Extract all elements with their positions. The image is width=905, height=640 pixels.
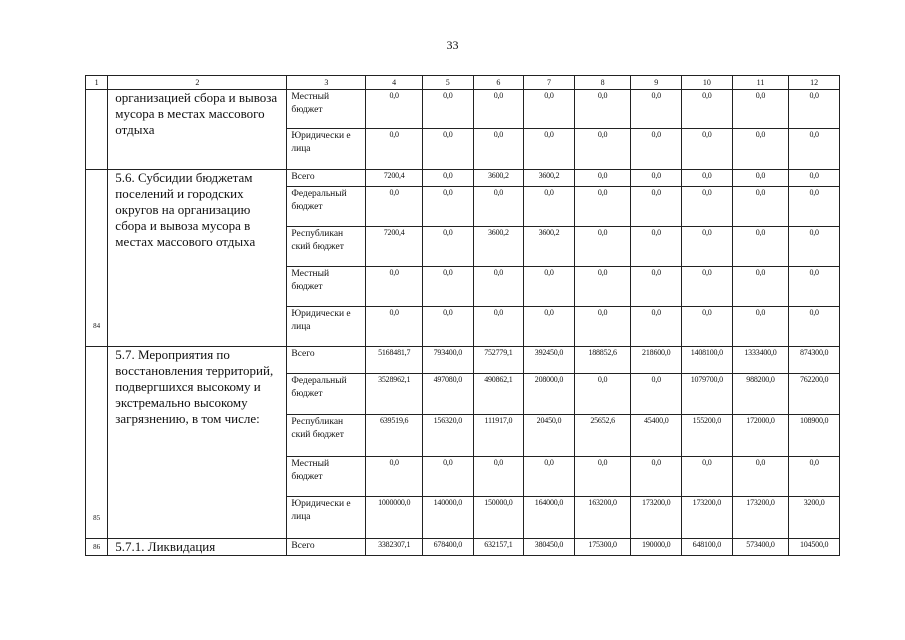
amount-cell: 0,0 — [524, 267, 575, 307]
amount-cell: 25652,6 — [574, 415, 631, 457]
amount-cell: 0,0 — [423, 267, 474, 307]
amount-cell: 0,0 — [682, 90, 733, 129]
funding-source: Местный бюджет — [287, 90, 366, 129]
amount-cell: 218600,0 — [631, 347, 682, 374]
amount-cell: 0,0 — [789, 267, 840, 307]
amount-cell: 173200,0 — [732, 497, 789, 539]
amount-cell: 190000,0 — [631, 539, 682, 556]
amount-cell: 0,0 — [574, 457, 631, 497]
column-number: 5 — [423, 76, 474, 90]
column-number-row — [86, 76, 840, 90]
amount-cell: 0,0 — [682, 129, 733, 170]
amount-cell: 0,0 — [789, 170, 840, 187]
amount-cell: 0,0 — [732, 307, 789, 347]
amount-cell: 1408100,0 — [682, 347, 733, 374]
funding-source: Всего — [287, 347, 366, 374]
amount-cell: 108900,0 — [789, 415, 840, 457]
column-number: 2 — [108, 76, 287, 90]
amount-cell: 0,0 — [366, 129, 423, 170]
table-row — [86, 170, 840, 187]
amount-cell: 45400,0 — [631, 415, 682, 457]
funding-source: Юридически е лица — [287, 129, 366, 170]
amount-cell: 874300,0 — [789, 347, 840, 374]
amount-cell: 3200,0 — [789, 497, 840, 539]
amount-cell: 3600,2 — [473, 170, 524, 187]
amount-cell: 188852,6 — [574, 347, 631, 374]
amount-cell: 0,0 — [631, 129, 682, 170]
amount-cell: 0,0 — [524, 457, 575, 497]
amount-cell: 0,0 — [423, 90, 474, 129]
amount-cell: 0,0 — [574, 90, 631, 129]
amount-cell: 632157,1 — [473, 539, 524, 556]
amount-cell: 104500,0 — [789, 539, 840, 556]
amount-cell: 0,0 — [732, 90, 789, 129]
amount-cell: 140000,0 — [423, 497, 474, 539]
column-number: 11 — [732, 76, 789, 90]
amount-cell: 0,0 — [524, 187, 575, 227]
amount-cell: 208000,0 — [524, 374, 575, 415]
table-row — [86, 539, 840, 556]
amount-cell: 3600,2 — [524, 170, 575, 187]
column-number: 8 — [574, 76, 631, 90]
measure-name: 5.6. Субсидии бюджетам поселений и городских округов на организацию сбора и вывоза мусора в местах массового отдыха — [108, 170, 287, 347]
column-number: 7 — [524, 76, 575, 90]
amount-cell: 678400,0 — [423, 539, 474, 556]
amount-cell: 20450,0 — [524, 415, 575, 457]
amount-cell: 648100,0 — [682, 539, 733, 556]
amount-cell: 0,0 — [682, 307, 733, 347]
amount-cell: 0,0 — [789, 90, 840, 129]
amount-cell: 0,0 — [682, 267, 733, 307]
column-number: 3 — [287, 76, 366, 90]
amount-cell: 7200,4 — [366, 227, 423, 267]
amount-cell: 0,0 — [789, 457, 840, 497]
amount-cell: 490862,1 — [473, 374, 524, 415]
amount-cell: 0,0 — [631, 374, 682, 415]
amount-cell: 1000000,0 — [366, 497, 423, 539]
funding-source: Федеральный бюджет — [287, 187, 366, 227]
amount-cell: 0,0 — [732, 457, 789, 497]
row-number: 84 — [86, 170, 108, 347]
amount-cell: 0,0 — [473, 457, 524, 497]
table-row — [86, 347, 840, 374]
measure-name: 5.7.1. Ликвидация — [108, 539, 287, 556]
funding-source: Юридически е лица — [287, 307, 366, 347]
page-number: 33 — [446, 38, 459, 52]
amount-cell: 155200,0 — [682, 415, 733, 457]
amount-cell: 0,0 — [789, 129, 840, 170]
amount-cell: 7200,4 — [366, 170, 423, 187]
amount-cell: 0,0 — [574, 129, 631, 170]
amount-cell: 0,0 — [631, 227, 682, 267]
amount-cell: 0,0 — [631, 170, 682, 187]
budget-table — [85, 75, 840, 556]
column-number: 9 — [631, 76, 682, 90]
amount-cell: 0,0 — [473, 129, 524, 170]
amount-cell: 0,0 — [524, 129, 575, 170]
amount-cell: 0,0 — [732, 227, 789, 267]
amount-cell: 0,0 — [574, 267, 631, 307]
amount-cell: 0,0 — [631, 457, 682, 497]
amount-cell: 0,0 — [423, 307, 474, 347]
amount-cell: 0,0 — [732, 129, 789, 170]
measure-name: 5.7. Мероприятия по восстановления территорий, подвергшихся высокому и экстремально высокому загрязнению, в том числе: — [108, 347, 287, 539]
amount-cell: 0,0 — [366, 457, 423, 497]
amount-cell: 0,0 — [789, 187, 840, 227]
amount-cell: 0,0 — [423, 187, 474, 227]
table-row — [86, 90, 840, 129]
amount-cell: 0,0 — [789, 227, 840, 267]
amount-cell: 0,0 — [789, 307, 840, 347]
amount-cell: 392450,0 — [524, 347, 575, 374]
amount-cell: 175300,0 — [574, 539, 631, 556]
amount-cell: 380450,0 — [524, 539, 575, 556]
amount-cell: 0,0 — [366, 90, 423, 129]
column-number: 4 — [366, 76, 423, 90]
funding-source: Всего — [287, 170, 366, 187]
amount-cell: 0,0 — [574, 187, 631, 227]
amount-cell: 0,0 — [574, 307, 631, 347]
amount-cell: 0,0 — [423, 457, 474, 497]
amount-cell: 0,0 — [473, 307, 524, 347]
column-number: 6 — [473, 76, 524, 90]
amount-cell: 0,0 — [574, 170, 631, 187]
amount-cell: 0,0 — [574, 374, 631, 415]
amount-cell: 1333400,0 — [732, 347, 789, 374]
amount-cell: 111917,0 — [473, 415, 524, 457]
amount-cell: 988200,0 — [732, 374, 789, 415]
amount-cell: 150000,0 — [473, 497, 524, 539]
amount-cell: 164000,0 — [524, 497, 575, 539]
amount-cell: 0,0 — [524, 307, 575, 347]
column-number: 12 — [789, 76, 840, 90]
amount-cell: 3382307,1 — [366, 539, 423, 556]
measure-name: организацией сбора и вывоза мусора в местах массового отдыха — [108, 90, 287, 170]
amount-cell: 0,0 — [524, 90, 575, 129]
amount-cell: 1079700,0 — [682, 374, 733, 415]
amount-cell: 0,0 — [574, 227, 631, 267]
row-number — [86, 90, 108, 170]
amount-cell: 0,0 — [423, 129, 474, 170]
amount-cell: 793400,0 — [423, 347, 474, 374]
amount-cell: 762200,0 — [789, 374, 840, 415]
amount-cell: 0,0 — [631, 90, 682, 129]
amount-cell: 0,0 — [682, 187, 733, 227]
column-number: 1 — [86, 76, 108, 90]
amount-cell: 0,0 — [423, 227, 474, 267]
amount-cell: 173200,0 — [631, 497, 682, 539]
amount-cell: 752779,1 — [473, 347, 524, 374]
amount-cell: 573400,0 — [732, 539, 789, 556]
amount-cell: 0,0 — [631, 187, 682, 227]
amount-cell: 3600,2 — [473, 227, 524, 267]
amount-cell: 172000,0 — [732, 415, 789, 457]
amount-cell: 3600,2 — [524, 227, 575, 267]
amount-cell: 0,0 — [473, 267, 524, 307]
amount-cell: 0,0 — [423, 170, 474, 187]
amount-cell: 0,0 — [682, 170, 733, 187]
funding-source: Юридически е лица — [287, 497, 366, 539]
row-number: 86 — [86, 539, 108, 556]
amount-cell: 0,0 — [732, 187, 789, 227]
funding-source: Республикан ский бюджет — [287, 227, 366, 267]
amount-cell: 0,0 — [631, 267, 682, 307]
amount-cell: 5168481,7 — [366, 347, 423, 374]
amount-cell: 0,0 — [366, 187, 423, 227]
row-number: 85 — [86, 347, 108, 539]
funding-source: Всего — [287, 539, 366, 556]
amount-cell: 0,0 — [366, 267, 423, 307]
amount-cell: 497080,0 — [423, 374, 474, 415]
column-number: 10 — [682, 76, 733, 90]
amount-cell: 0,0 — [732, 267, 789, 307]
funding-source: Местный бюджет — [287, 457, 366, 497]
funding-source: Федеральный бюджет — [287, 374, 366, 415]
amount-cell: 0,0 — [366, 307, 423, 347]
amount-cell: 163200,0 — [574, 497, 631, 539]
amount-cell: 0,0 — [631, 307, 682, 347]
amount-cell: 0,0 — [473, 187, 524, 227]
funding-source: Республикан ский бюджет — [287, 415, 366, 457]
amount-cell: 3528962,1 — [366, 374, 423, 415]
funding-source: Местный бюджет — [287, 267, 366, 307]
amount-cell: 0,0 — [473, 90, 524, 129]
amount-cell: 0,0 — [732, 170, 789, 187]
amount-cell: 173200,0 — [682, 497, 733, 539]
amount-cell: 0,0 — [682, 457, 733, 497]
amount-cell: 0,0 — [682, 227, 733, 267]
amount-cell: 156320,0 — [423, 415, 474, 457]
amount-cell: 639519,6 — [366, 415, 423, 457]
